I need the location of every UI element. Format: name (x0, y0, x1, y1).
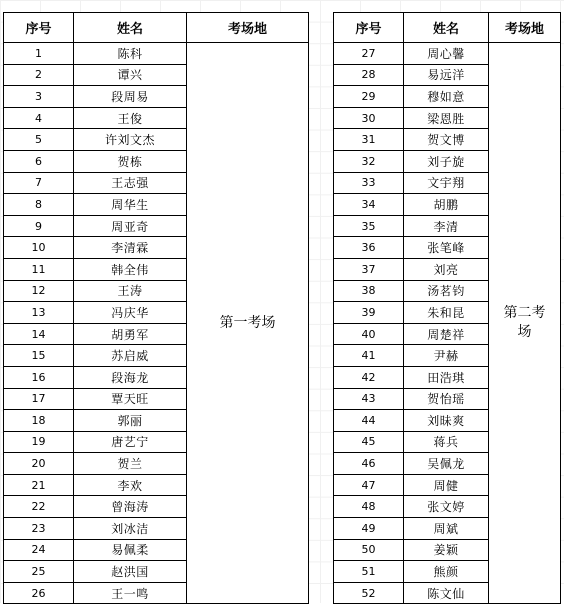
seq-cell: 8 (4, 194, 74, 216)
seq-cell: 3 (4, 86, 74, 108)
name-cell: 王一鸣 (74, 582, 187, 604)
name-cell: 刘子旋 (404, 150, 489, 172)
seq-cell: 36 (334, 237, 404, 259)
seq-cell: 51 (334, 561, 404, 583)
seq-cell: 18 (4, 410, 74, 432)
header-seq: 序号 (4, 13, 74, 43)
name-cell: 曾海涛 (74, 496, 187, 518)
seq-cell: 48 (334, 496, 404, 518)
seq-cell: 42 (334, 366, 404, 388)
name-cell: 郭丽 (74, 410, 187, 432)
name-cell: 胡勇军 (74, 323, 187, 345)
seq-cell: 35 (334, 215, 404, 237)
seq-cell: 9 (4, 215, 74, 237)
seq-cell: 19 (4, 431, 74, 453)
name-cell: 梁恩胜 (404, 107, 489, 129)
name-cell: 张笔峰 (404, 237, 489, 259)
seq-cell: 6 (4, 150, 74, 172)
name-cell: 陈文仙 (404, 582, 489, 604)
name-cell: 文宇翔 (404, 172, 489, 194)
name-cell: 周斌 (404, 518, 489, 540)
header-name: 姓名 (404, 13, 489, 43)
name-cell: 韩全伟 (74, 258, 187, 280)
name-cell: 李清 (404, 215, 489, 237)
seq-cell: 29 (334, 86, 404, 108)
name-cell: 周健 (404, 474, 489, 496)
seq-cell: 27 (334, 43, 404, 65)
seq-cell: 45 (334, 431, 404, 453)
seq-cell: 30 (334, 107, 404, 129)
seq-cell: 2 (4, 64, 74, 86)
name-cell: 姜颖 (404, 539, 489, 561)
name-cell: 贺兰 (74, 453, 187, 475)
name-cell: 穆如意 (404, 86, 489, 108)
name-cell: 赵洪国 (74, 561, 187, 583)
table-row (4, 43, 309, 65)
name-cell: 段海龙 (74, 366, 187, 388)
name-cell: 段周易 (74, 86, 187, 108)
name-cell: 刘冰洁 (74, 518, 187, 540)
name-cell: 汤茗钧 (404, 280, 489, 302)
header-row (4, 13, 309, 43)
name-cell: 易佩柔 (74, 539, 187, 561)
name-cell: 张文婷 (404, 496, 489, 518)
header-seq: 序号 (334, 13, 404, 43)
seq-cell: 31 (334, 129, 404, 151)
seq-cell: 33 (334, 172, 404, 194)
name-cell: 刘昧爽 (404, 410, 489, 432)
seq-cell: 41 (334, 345, 404, 367)
name-cell: 李欢 (74, 474, 187, 496)
seq-cell: 37 (334, 258, 404, 280)
name-cell: 周楚祥 (404, 323, 489, 345)
name-cell: 吴佩龙 (404, 453, 489, 475)
header-room: 考场地 (187, 13, 309, 43)
seq-cell: 11 (4, 258, 74, 280)
header-room: 考场地 (489, 13, 561, 43)
exam-table-left (3, 12, 309, 604)
seq-cell: 23 (4, 518, 74, 540)
seq-cell: 49 (334, 518, 404, 540)
seq-cell: 39 (334, 302, 404, 324)
seq-cell: 14 (4, 323, 74, 345)
table-body-right (334, 43, 561, 604)
seq-cell: 38 (334, 280, 404, 302)
header-name: 姓名 (74, 13, 187, 43)
name-cell: 贺栋 (74, 150, 187, 172)
seq-cell: 26 (4, 582, 74, 604)
seq-cell: 15 (4, 345, 74, 367)
name-cell: 周华生 (74, 194, 187, 216)
exam-room-cell: 第一考场 (187, 43, 309, 604)
seq-cell: 50 (334, 539, 404, 561)
seq-cell: 21 (4, 474, 74, 496)
exam-table-right (333, 12, 561, 604)
name-cell: 周心馨 (404, 43, 489, 65)
seq-cell: 32 (334, 150, 404, 172)
name-cell: 王志强 (74, 172, 187, 194)
seq-cell: 44 (334, 410, 404, 432)
seq-cell: 1 (4, 43, 74, 65)
name-cell: 王涛 (74, 280, 187, 302)
name-cell: 许刘文杰 (74, 129, 187, 151)
name-cell: 覃天旺 (74, 388, 187, 410)
seq-cell: 25 (4, 561, 74, 583)
seq-cell: 12 (4, 280, 74, 302)
name-cell: 尹赫 (404, 345, 489, 367)
seq-cell: 52 (334, 582, 404, 604)
name-cell: 谭兴 (74, 64, 187, 86)
seq-cell: 34 (334, 194, 404, 216)
seq-cell: 24 (4, 539, 74, 561)
name-cell: 贺文博 (404, 129, 489, 151)
name-cell: 陈科 (74, 43, 187, 65)
seq-cell: 28 (334, 64, 404, 86)
name-cell: 易远洋 (404, 64, 489, 86)
seq-cell: 16 (4, 366, 74, 388)
seq-cell: 43 (334, 388, 404, 410)
name-cell: 唐艺宁 (74, 431, 187, 453)
seq-cell: 22 (4, 496, 74, 518)
name-cell: 朱和昆 (404, 302, 489, 324)
name-cell: 李清霖 (74, 237, 187, 259)
name-cell: 冯庆华 (74, 302, 187, 324)
name-cell: 贺怡瑶 (404, 388, 489, 410)
seq-cell: 7 (4, 172, 74, 194)
name-cell: 苏启威 (74, 345, 187, 367)
seq-cell: 4 (4, 107, 74, 129)
name-cell: 周亚奇 (74, 215, 187, 237)
name-cell: 刘亮 (404, 258, 489, 280)
seq-cell: 40 (334, 323, 404, 345)
name-cell: 王俊 (74, 107, 187, 129)
name-cell: 熊颜 (404, 561, 489, 583)
header-row (334, 13, 561, 43)
seq-cell: 17 (4, 388, 74, 410)
name-cell: 蒋兵 (404, 431, 489, 453)
seq-cell: 13 (4, 302, 74, 324)
name-cell: 胡鹏 (404, 194, 489, 216)
seq-cell: 10 (4, 237, 74, 259)
seq-cell: 20 (4, 453, 74, 475)
table-body-left (4, 43, 309, 604)
exam-room-cell: 第二考场 (489, 43, 561, 604)
table-row (334, 43, 561, 65)
name-cell: 田浩琪 (404, 366, 489, 388)
seq-cell: 46 (334, 453, 404, 475)
seq-cell: 5 (4, 129, 74, 151)
seq-cell: 47 (334, 474, 404, 496)
